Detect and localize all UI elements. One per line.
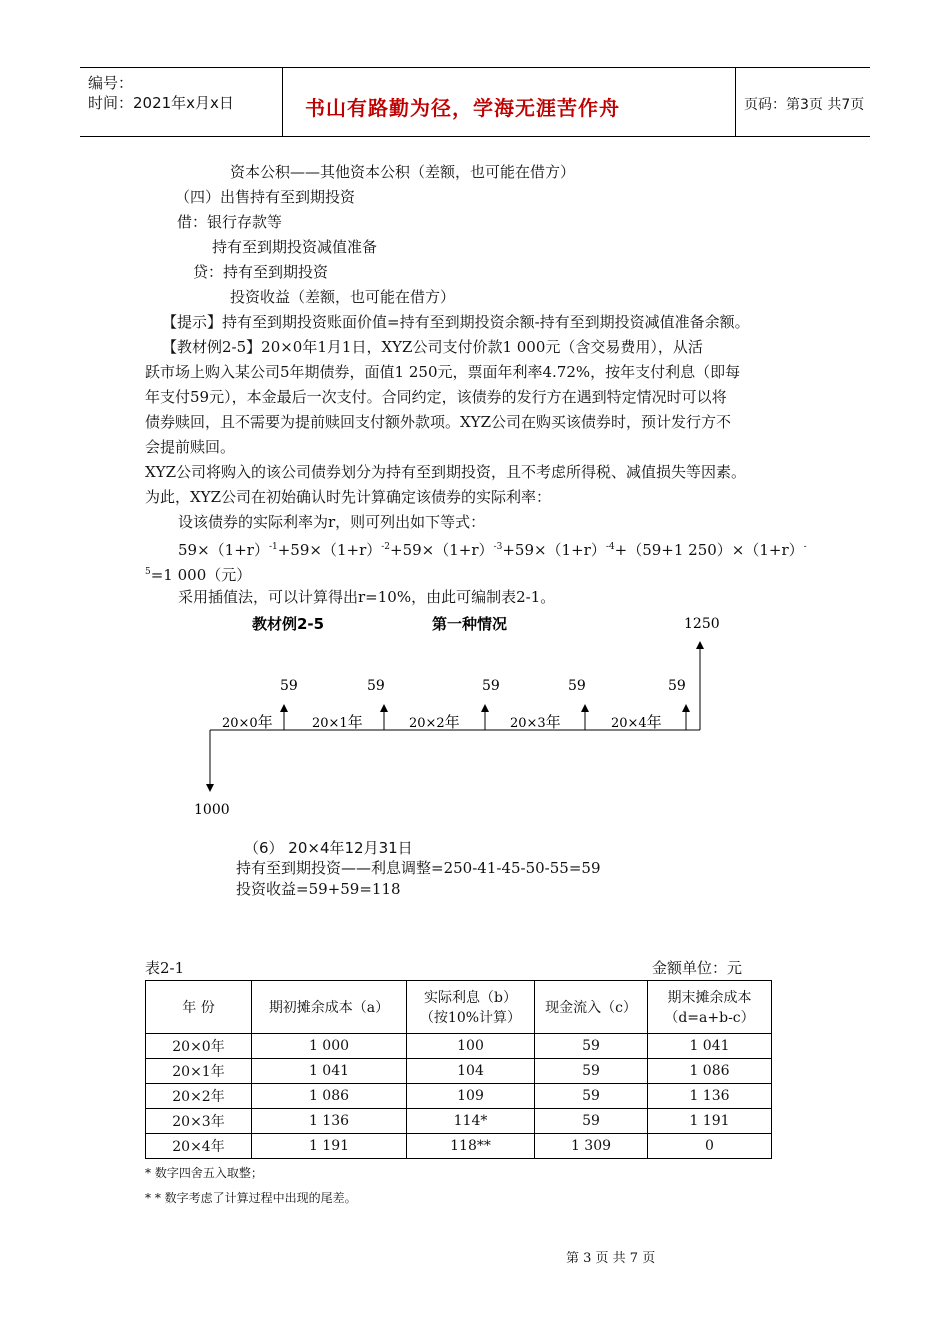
cell-year: 20×0年 [146,1034,252,1059]
cell-year: 20×4年 [146,1134,252,1159]
header-cell: 期初摊余成本（a） [252,981,407,1034]
entry-label: 持有至到期投资——利息调整 [236,859,432,877]
motto: 书山有路勤为径，学海无涯苦作舟 [305,96,620,120]
header-line: （d=a+b-c） [664,1010,755,1026]
cell-interest: 104 [407,1059,535,1084]
text-line: 采用插值法，可以计算得出r=10%，由此可编制表2-1。 [178,588,556,606]
cell-cash: 59 [535,1084,648,1109]
cash-in-label: 59 [482,678,500,694]
eq-exp: - [803,542,807,552]
header-info-cell [80,68,283,136]
year-suffix: 年 [444,713,460,731]
table-row [146,1084,772,1109]
text-line: 为此，XYZ公司在初始确认时先计算确定该债券的实际利率： [145,488,552,506]
table-caption: 表2-1 [145,959,185,977]
cash-flow-diagram [0,600,950,830]
table-row [146,1109,772,1134]
text-line: 贷：持有至到期投资 [193,263,329,281]
table-row [146,1034,772,1059]
number-label: 编号： [88,74,134,92]
cell-cash: 59 [535,1109,648,1134]
cell-closing: 1 086 [648,1059,772,1084]
year-suffix: 年 [646,713,662,731]
entry-date: （6） 20×4年12月31日 [244,839,413,857]
page-code: 页码：第3页 共7页 [744,97,865,113]
text-line: 资本公积——其他资本公积（差额，也可能在借方） [230,163,576,181]
text-line: XYZ公司将购入的该公司债券划分为持有至到期投资，且不考虑所得税、减值损失等因素。 [145,463,747,481]
year-label [222,713,273,731]
year-label [312,713,363,731]
cell-opening: 1 041 [252,1059,407,1084]
cell-cash: 59 [535,1059,648,1084]
principal-label: 1250 [684,616,720,632]
eq-term: +59×（1+r） [277,541,382,559]
eq-exp: -1 [268,542,278,552]
cell-closing: 1 136 [648,1084,772,1109]
cell-closing: 1 191 [648,1109,772,1134]
entry-value: =59+59=118 [296,880,401,898]
year-prefix: 20×2 [409,716,445,731]
year-label [611,713,662,731]
cell-cash: 59 [535,1034,648,1059]
eq-exp: -3 [493,542,503,552]
amortization-table [145,980,772,1159]
year-label [510,713,561,731]
eq-exp: -4 [605,542,615,552]
header-cell: 年 份 [146,981,252,1034]
time-label: 时间：2021年x月x日 [88,94,234,112]
diagram-title-left: 教材例2-5 [252,615,325,633]
cell-interest: 100 [407,1034,535,1059]
text-line: （四）出售持有至到期投资 [175,188,356,206]
text-line: 持有至到期投资减值准备 [212,238,378,256]
cell-opening: 1 191 [252,1134,407,1159]
year-label [409,713,460,731]
eq-exp: -2 [381,542,391,552]
header-cell: 现金流入（c） [535,981,648,1034]
eq-term: +59×（1+r） [502,541,606,559]
cell-closing: 0 [648,1134,772,1159]
table-row [146,1134,772,1159]
cell-year: 20×3年 [146,1109,252,1134]
year-suffix: 年 [257,713,273,731]
eq-exp: 5 [145,567,151,577]
entry-line [236,858,601,878]
cell-cash: 1 309 [535,1134,648,1159]
text-line: 借：银行存款等 [177,213,283,231]
entry-value: =250-41-45-50-55=59 [431,859,601,877]
text-line: 设该债券的实际利率为r，则可列出如下等式： [178,513,486,531]
header-motto-cell [283,68,736,136]
eq-term: =1 000（元） [150,566,252,584]
year-suffix: 年 [545,713,561,731]
cell-interest: 118** [407,1134,535,1159]
text-line: 会提前赎回。 [145,438,236,456]
cash-in-label: 59 [668,678,686,694]
year-suffix: 年 [347,713,363,731]
table-row [146,1059,772,1084]
table-header-row [146,981,772,1034]
cell-opening: 1 086 [252,1084,407,1109]
year-prefix: 20×1 [312,716,348,731]
text-line: 【提示】持有至到期投资账面价值=持有至到期投资余额-持有至到期投资减值准备余额。 [162,313,750,331]
header-line: 实际利息（b） [424,990,517,1006]
year-prefix: 20×3 [510,716,546,731]
page-footer: 第 3 页 共 7 页 [566,1251,656,1266]
eq-term: 59×（1+r） [178,541,269,559]
table-unit: 金额单位：元 [652,959,743,977]
cell-year: 20×2年 [146,1084,252,1109]
year-prefix: 20×4 [611,716,647,731]
entry-label: 投资收益 [236,880,297,898]
outflow-label: 1000 [194,802,230,818]
text-line: 【教材例2-5】20×0年1月1日，XYZ公司支付价款1 000元（含交易费用），从活 [162,338,703,356]
cell-opening: 1 000 [252,1034,407,1059]
year-prefix: 20×0 [222,716,258,731]
cell-year: 20×1年 [146,1059,252,1084]
header-cell [407,981,535,1034]
diagram-title-mid: 第一种情况 [432,615,508,633]
table-note: * * 数字考虑了计算过程中出现的尾差。 [145,1191,357,1205]
text-line: 债券赎回，且不需要为提前赎回支付额外款项。XYZ公司在购买该债券时，预计发行方不 [145,413,732,431]
eq-term: +（59+1 250）×（1+r） [614,541,804,559]
cell-closing: 1 041 [648,1034,772,1059]
table-note: * 数字四舍五入取整； [145,1166,263,1180]
equation-line-2 [145,562,251,585]
cell-interest: 114* [407,1109,535,1134]
equation-line [178,537,807,560]
header-line: 期末摊余成本 [667,990,752,1006]
text-line: 跃市场上购入某公司5年期债券，面值1 250元，票面年利率4.72%，按年支付利息（即每 [145,363,741,381]
cell-opening: 1 136 [252,1109,407,1134]
cash-in-label: 59 [568,678,586,694]
text-line: 年支付59元），本金最后一次支付。合同约定，该债券的发行方在遇到特定情况时可以将 [145,388,727,406]
text-line: 投资收益（差额，也可能在借方） [230,288,456,306]
header-cell [648,981,772,1034]
entry-line [236,879,401,899]
header-line: （按10%计算） [419,1010,522,1026]
cash-in-label: 59 [280,678,298,694]
header-page-cell [736,68,870,136]
cell-interest: 109 [407,1084,535,1109]
eq-term: +59×（1+r） [390,541,494,559]
cash-in-label: 59 [367,678,385,694]
page-header [80,67,870,137]
